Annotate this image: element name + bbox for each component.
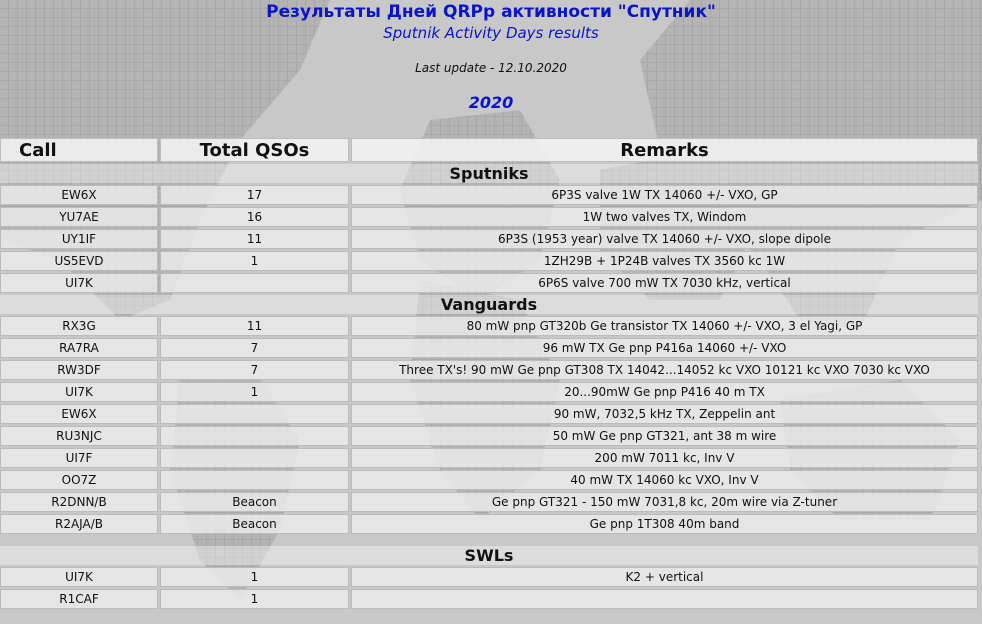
section-title-vanguards: Vanguards xyxy=(0,295,978,314)
qsos-cell: 1 xyxy=(160,567,349,587)
call-cell: EW6X xyxy=(0,404,158,424)
qsos-cell: 7 xyxy=(160,360,349,380)
table-row xyxy=(0,589,978,609)
remarks-cell: 200 mW 7011 kc, Inv V xyxy=(351,448,978,468)
call-cell: EW6X xyxy=(0,185,158,205)
qsos-cell: 1 xyxy=(160,382,349,402)
qsos-cell xyxy=(160,448,349,468)
table-row xyxy=(0,567,978,587)
table-row xyxy=(0,273,978,293)
call-cell: RU3NJC xyxy=(0,426,158,446)
table-row xyxy=(0,470,978,490)
remarks-cell: 1W two valves TX, Windom xyxy=(351,207,978,227)
table-row xyxy=(0,207,978,227)
qsos-cell: 1 xyxy=(160,589,349,609)
table-row xyxy=(0,382,978,402)
qsos-cell: 11 xyxy=(160,229,349,249)
table-row xyxy=(0,185,978,205)
call-cell: RX3G xyxy=(0,316,158,336)
section-title-swls: SWLs xyxy=(0,546,978,565)
table-row xyxy=(0,426,978,446)
column-header-call: Call xyxy=(0,138,158,162)
qsos-cell xyxy=(160,470,349,490)
remarks-cell: 90 mW, 7032,5 kHz TX, Zeppelin ant xyxy=(351,404,978,424)
section-header-row xyxy=(0,546,978,565)
call-cell: UI7K xyxy=(0,382,158,402)
qsos-cell: 16 xyxy=(160,207,349,227)
call-cell: RA7RA xyxy=(0,338,158,358)
call-cell: UY1IF xyxy=(0,229,158,249)
table-row xyxy=(0,251,978,271)
table-row xyxy=(0,404,978,424)
qsos-cell: 11 xyxy=(160,316,349,336)
page-subtitle: Sputnik Activity Days results xyxy=(383,24,599,42)
last-update-text: Last update - 12.10.2020 xyxy=(415,61,567,75)
section-spacer xyxy=(0,536,978,544)
qsos-cell: 1 xyxy=(160,251,349,271)
call-cell: YU7AE xyxy=(0,207,158,227)
qsos-cell: Beacon xyxy=(160,492,349,512)
table-row xyxy=(0,514,978,534)
qsos-cell: 17 xyxy=(160,185,349,205)
call-cell: UI7F xyxy=(0,448,158,468)
table-row xyxy=(0,229,978,249)
table-row xyxy=(0,492,978,512)
qsos-cell xyxy=(160,273,349,293)
remarks-cell: Ge pnp 1T308 40m band xyxy=(351,514,978,534)
table-header-row xyxy=(0,138,978,162)
column-header-qsos: Total QSOs xyxy=(160,138,349,162)
remarks-cell xyxy=(351,589,978,609)
remarks-cell: 6P6S valve 700 mW TX 7030 kHz, vertical xyxy=(351,273,978,293)
remarks-cell: 50 mW Ge pnp GT321, ant 38 m wire xyxy=(351,426,978,446)
remarks-cell: K2 + vertical xyxy=(351,567,978,587)
section-header-row xyxy=(0,164,978,183)
section-title-sputniks: Sputniks xyxy=(0,164,978,183)
page-header xyxy=(0,0,982,136)
call-cell: RW3DF xyxy=(0,360,158,380)
call-cell: OO7Z xyxy=(0,470,158,490)
year-heading: 2020 xyxy=(468,93,514,112)
remarks-cell: 96 mW TX Ge pnp P416a 14060 +/- VXO xyxy=(351,338,978,358)
remarks-cell: Three TX's! 90 mW Ge pnp GT308 TX 14042...14052 kc VXO 10121 kc VXO 7030 kc VXO xyxy=(351,360,978,380)
remarks-cell: 40 mW TX 14060 kc VXO, Inv V xyxy=(351,470,978,490)
qsos-cell xyxy=(160,426,349,446)
call-cell: R2DNN/B xyxy=(0,492,158,512)
remarks-cell: 20...90mW Ge pnp P416 40 m TX xyxy=(351,382,978,402)
call-cell: R1CAF xyxy=(0,589,158,609)
table-row xyxy=(0,316,978,336)
remarks-cell: 6P3S (1953 year) valve TX 14060 +/- VXO, slope dipole xyxy=(351,229,978,249)
remarks-cell: 1ZH29B + 1P24B valves TX 3560 kc 1W xyxy=(351,251,978,271)
table-row xyxy=(0,448,978,468)
qsos-cell: 7 xyxy=(160,338,349,358)
remarks-cell: 6P3S valve 1W TX 14060 +/- VXO, GP xyxy=(351,185,978,205)
call-cell: UI7K xyxy=(0,273,158,293)
results-table xyxy=(0,136,980,611)
column-header-remarks: Remarks xyxy=(351,138,978,162)
section-header-row xyxy=(0,295,978,314)
remarks-cell: 80 mW pnp GT320b Ge transistor TX 14060 +/- VXO, 3 el Yagi, GP xyxy=(351,316,978,336)
page-title: Результаты Дней QRPp активности "Спутник" xyxy=(266,2,716,22)
table-row xyxy=(0,360,978,380)
qsos-cell: Beacon xyxy=(160,514,349,534)
table-row xyxy=(0,338,978,358)
call-cell: R2AJA/B xyxy=(0,514,158,534)
call-cell: UI7K xyxy=(0,567,158,587)
remarks-cell: Ge pnp GT321 - 150 mW 7031,8 kc, 20m wire via Z-tuner xyxy=(351,492,978,512)
qsos-cell xyxy=(160,404,349,424)
call-cell: US5EVD xyxy=(0,251,158,271)
